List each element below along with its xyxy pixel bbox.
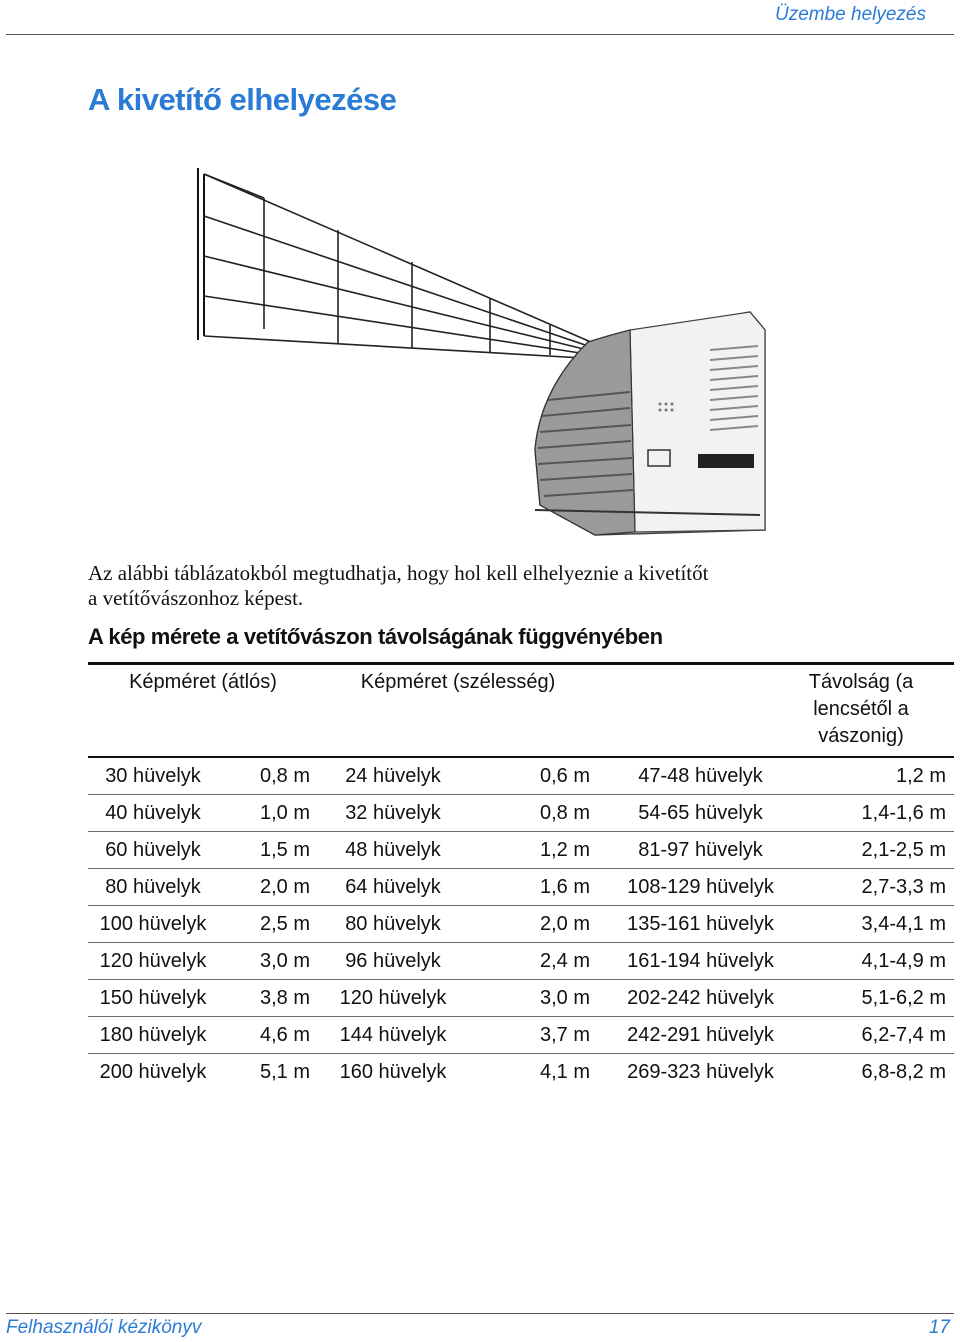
- cell-distance-inch: 242-291 hüvelyk: [598, 1017, 803, 1054]
- cell-width-inch: 96 hüvelyk: [318, 943, 468, 980]
- table-body: [88, 757, 954, 1090]
- table-row: [88, 869, 954, 906]
- cell-diagonal-inch: 180 hüvelyk: [88, 1017, 218, 1054]
- table-row: [88, 795, 954, 832]
- cell-distance-inch: 269-323 hüvelyk: [627, 1061, 774, 1083]
- cell-width-inch: 48 hüvelyk: [318, 832, 468, 869]
- cell-width-m: 0,6 m: [468, 757, 598, 795]
- cell-width-inch: 80 hüvelyk: [318, 906, 468, 943]
- cell-diagonal-inch: 200 hüvelyk: [99, 1061, 207, 1083]
- cell-distance-m: 1,2 m: [803, 757, 954, 795]
- distance-table: [88, 662, 954, 1090]
- table-header-row: [88, 664, 954, 758]
- intro-line-2: a vetítővászonhoz képest.: [88, 586, 304, 610]
- cell-diagonal-inch: 150 hüvelyk: [88, 980, 218, 1017]
- cell-diagonal-inch: 100 hüvelyk: [88, 906, 218, 943]
- cell-diagonal-m: 5,1 m: [259, 1061, 310, 1083]
- table-row: [88, 832, 954, 869]
- cell-diagonal-m: 1,0 m: [218, 795, 318, 832]
- header-diagonal: Képméret (átlós): [88, 664, 318, 758]
- projector-screen-illustration: [190, 160, 780, 545]
- cell-width-inch: 64 hüvelyk: [318, 869, 468, 906]
- header-distance: Távolság (a lencsétől a vászonig): [598, 664, 954, 758]
- running-header: Üzembe helyezés: [774, 4, 926, 25]
- cell-distance-m: 2,7-3,3 m: [803, 869, 954, 906]
- cell-width-inch: 144 hüvelyk: [318, 1017, 468, 1054]
- table-title: A kép mérete a vetítővászon távolságának függvényében: [88, 624, 663, 649]
- cell-distance-m: 6,8-8,2 m: [861, 1061, 946, 1083]
- projection-screen: [198, 168, 204, 340]
- cell-distance-inch: 135-161 hüvelyk: [598, 906, 803, 943]
- cell-distance-inch: 202-242 hüvelyk: [598, 980, 803, 1017]
- cell-distance-m: 1,4-1,6 m: [803, 795, 954, 832]
- cell-distance-m: 4,1-4,9 m: [803, 943, 954, 980]
- cell-width-m: 0,8 m: [468, 795, 598, 832]
- cell-width-inch: 32 hüvelyk: [318, 795, 468, 832]
- cell-diagonal-m: 3,0 m: [218, 943, 318, 980]
- cell-diagonal-inch: 60 hüvelyk: [88, 832, 218, 869]
- table-row: [88, 1054, 954, 1091]
- cell-diagonal-m: 3,8 m: [218, 980, 318, 1017]
- cell-distance-inch: 54-65 hüvelyk: [598, 795, 803, 832]
- header-rule: [6, 34, 954, 35]
- cell-width-m: 3,0 m: [468, 980, 598, 1017]
- intro-line-1: Az alábbi táblázatokból megtudhatja, hogy hol kell elhelyeznie a kivetítőt: [88, 561, 709, 585]
- footer-manual-title: Felhasználói kézikönyv: [6, 1317, 202, 1338]
- cell-diagonal-m: 0,8 m: [218, 757, 318, 795]
- cell-diagonal-m: 2,5 m: [218, 906, 318, 943]
- cell-width-inch: 120 hüvelyk: [318, 980, 468, 1017]
- cell-diagonal-m: 2,0 m: [218, 869, 318, 906]
- table-row: [88, 943, 954, 980]
- cell-width-m: 2,0 m: [468, 906, 598, 943]
- section-title: A kivetítő elhelyezése: [88, 82, 397, 117]
- cell-width-inch: 24 hüvelyk: [318, 757, 468, 795]
- cell-width-m: 1,6 m: [468, 869, 598, 906]
- cell-width-m: 2,4 m: [468, 943, 598, 980]
- projection-beam: [204, 174, 600, 359]
- cell-diagonal-inch: 40 hüvelyk: [88, 795, 218, 832]
- table-row: [88, 1017, 954, 1054]
- cell-distance-inch: 161-194 hüvelyk: [598, 943, 803, 980]
- projector-panel: [698, 454, 754, 468]
- table-row: [88, 906, 954, 943]
- cell-diagonal-m: 4,6 m: [218, 1017, 318, 1054]
- table-row: [88, 757, 954, 795]
- cell-width-inch: 160 hüvelyk: [339, 1061, 447, 1083]
- cell-diagonal-m: 1,5 m: [218, 832, 318, 869]
- cell-distance-inch: 81-97 hüvelyk: [598, 832, 803, 869]
- footer-page-number: 17: [928, 1317, 950, 1338]
- cell-width-m: 1,2 m: [468, 832, 598, 869]
- cell-width-m: 3,7 m: [468, 1017, 598, 1054]
- cell-width-m: 4,1 m: [539, 1061, 590, 1083]
- cell-distance-m: 3,4-4,1 m: [803, 906, 954, 943]
- cell-diagonal-inch: 80 hüvelyk: [88, 869, 218, 906]
- cell-distance-inch: 47-48 hüvelyk: [598, 757, 803, 795]
- cell-diagonal-inch: 30 hüvelyk: [88, 757, 218, 795]
- cell-distance-m: 6,2-7,4 m: [803, 1017, 954, 1054]
- header-width: Képméret (szélesség): [318, 664, 598, 758]
- footer-rule: [6, 1313, 954, 1314]
- cell-distance-inch: 108-129 hüvelyk: [598, 869, 803, 906]
- cell-diagonal-inch: 120 hüvelyk: [88, 943, 218, 980]
- table-row: [88, 980, 954, 1017]
- cell-distance-m: 5,1-6,2 m: [803, 980, 954, 1017]
- cell-distance-m: 2,1-2,5 m: [803, 832, 954, 869]
- intro-paragraph: [88, 561, 878, 611]
